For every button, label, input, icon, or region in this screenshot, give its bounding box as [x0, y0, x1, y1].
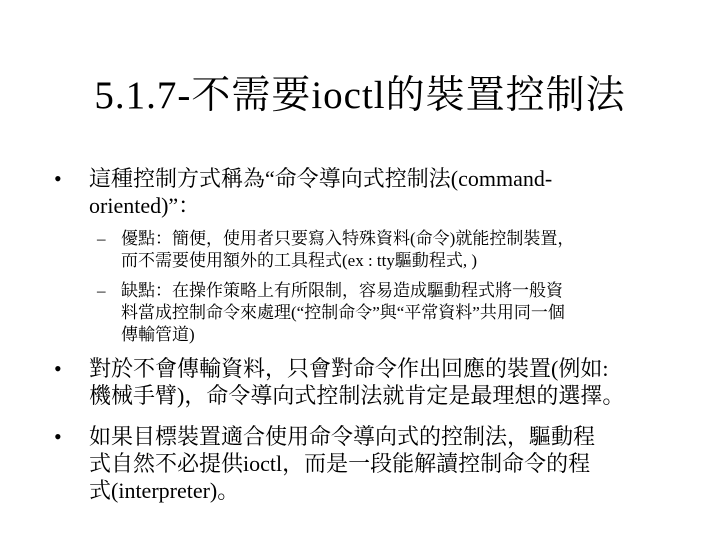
sub-bullet-text — [121, 280, 661, 346]
bullet-text — [89, 423, 719, 504]
slide-title: 5.1.7-不需要ioctl的裝置控制法 — [94, 74, 626, 117]
sub-bullet-line: 而不需要使用額外的工具程式(ex : tty驅動程式, ) — [121, 251, 478, 270]
bullet-text — [89, 355, 719, 409]
bullet-line: 如果目標裝置適合使用命令導向式的控制法，驅動程 — [89, 424, 596, 449]
sub-bullet-text — [121, 228, 661, 272]
bullet-line: oriented)”： — [89, 193, 201, 218]
bullet-line: 機械手臂)，命令導向式控制法就肯定是最理想的選擇。 — [89, 383, 625, 408]
bullet-icon: • — [54, 424, 62, 449]
bullet-icon: • — [54, 356, 62, 381]
dash-icon: – — [97, 281, 106, 300]
bullet-line: 這種控制方式稱為“命令導向式控制法(command- — [89, 166, 553, 191]
sub-bullet-line: 缺點：在操作策略上有所限制，容易造成驅動程式將一般資 — [121, 281, 563, 300]
sub-bullet-line: 優點：簡便，使用者只要寫入特殊資料(命令)就能控制裝置， — [121, 229, 575, 248]
bullet-line: 式自然不必提供ioctl，而是一段能解讀控制命令的程 — [89, 451, 591, 476]
bullet-line: 式(interpreter)。 — [89, 478, 240, 503]
bullet-line: 對於不會傳輸資料，只會對命令作出回應的裝置(例如: — [89, 356, 609, 381]
dash-icon: – — [97, 229, 106, 248]
bullet-text — [89, 165, 719, 219]
bullet-icon: • — [54, 166, 62, 191]
sub-bullet-line: 料當成控制命令來處理(“控制命令”與“平常資料”共用同一個 — [121, 303, 565, 322]
sub-bullet-line: 傳輸管道) — [121, 325, 195, 344]
